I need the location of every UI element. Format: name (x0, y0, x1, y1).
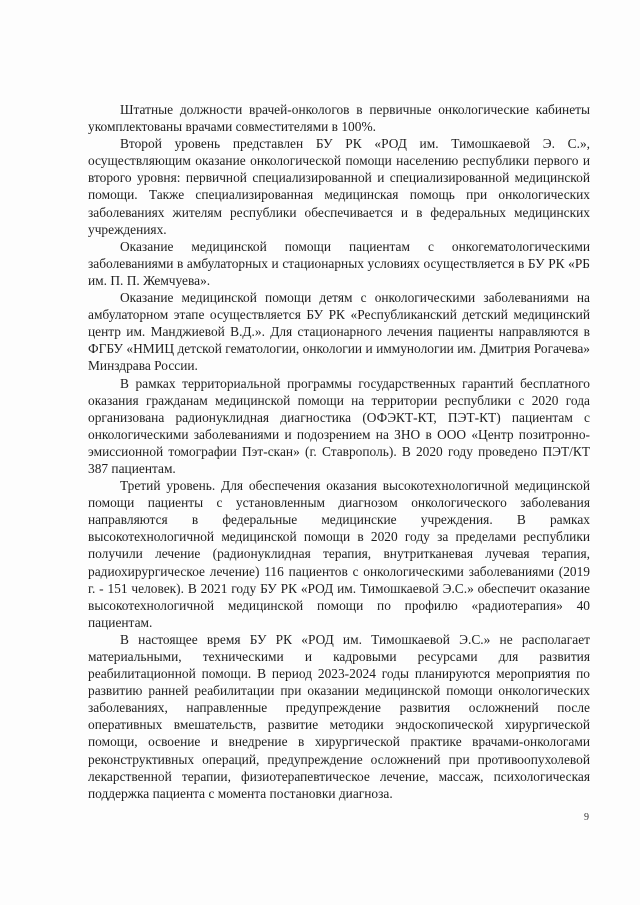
page-number: 9 (584, 812, 589, 823)
paragraph-children-care: Оказание медицинской помощи детям с онкологическими заболеваниями на амбулаторном этапе осуществляется БУ РК «Республиканский детский медицинский центр им. Манджиевой В.Д.». Для стационарного лечения пациенты направляются в ФГБУ «НМИЦ детской гематологии, онкологии и иммунологии им. Дмитрия Рогачева» Минздрава России. (88, 290, 590, 374)
paragraph-oncohematology: Оказание медицинской помощи пациентам с онкогематологическими заболеваниями в амбулаторных и стационарных условиях осуществляется в БУ РК «РБ им. П. П. Жемчуева». (88, 238, 590, 288)
paragraph-radionuclide-diagnostics: В рамках территориальной программы государственных гарантий бесплатного оказания гражданам медицинской помощи на территории республики с 2020 года организована радионуклидная диагностика (ОФЭКТ-КТ, ПЭТ-КТ) пациентам с онкологическими заболеваниями и подозрением на ЗНО в ООО «Центр позитронно-эмиссионной томографии Пэт-скан» (г. Ставрополь). В 2020 году проведено ПЭТ/КТ 387 пациентам. (88, 375, 590, 476)
paragraph-rehabilitation: В настоящее время БУ РК «РОД им. Тимошкаевой Э.С.» не располагает материальными, техническими и кадровыми ресурсами для развития реабилитационной помощи. В период 2023-2024 годы планируются мероприятия по развитию ранней реабилитации при оказании медицинской помощи онкологических заболеваниях, направленные предупреждение развития осложнений после оперативных вмешательств, развитие методики эндоскопической хирургической помощи, освоение и внедрение в хирургической практике врачами-онкологами реконструктивных операций, предупреждение осложнений при противоопухолевой лекарственной терапии, физиотерапевтическое лечение, массаж, психологическая поддержка пациента с момента постановки диагноза. (88, 631, 590, 801)
paragraph-staffing: Штатные должности врачей-онкологов в первичные онкологические кабинеты укомплектованы врачами совместителями в 100%. (88, 102, 590, 135)
paragraph-third-level: Третий уровень. Для обеспечения оказания высокотехнологичной медицинской помощи пациенты с установленным диагнозом онкологического заболевания направляются в федеральные медицинские учреждения. В рамках высокотехнологичной медицинской помощи в 2020 году за пределами республики получили лечение (радионуклидная терапия, внутритканевая лучевая терапия, радиохирургическое лечение) 116 пациентов с онкологическими заболеваниями (2019 г. - 151 человек). В 2021 году БУ РК «РОД им. Тимошкаевой Э.С.» обеспечит оказание высокотехнологичной медицинской помощи по профилю «радиотерапия» 40 пациентам. (88, 478, 590, 630)
document-body (88, 101, 590, 802)
paragraph-second-level: Второй уровень представлен БУ РК «РОД им. Тимошкаевой Э. С.», осуществляющим оказание онкологической помощи населению республики первого и второго уровня: первичной специализированной и специализированной медицинской помощи. Также специализированная медицинская помощь при онкологических заболеваниях жителям республики обеспечивается и в федеральных медицинских учреждениях. (88, 136, 590, 237)
